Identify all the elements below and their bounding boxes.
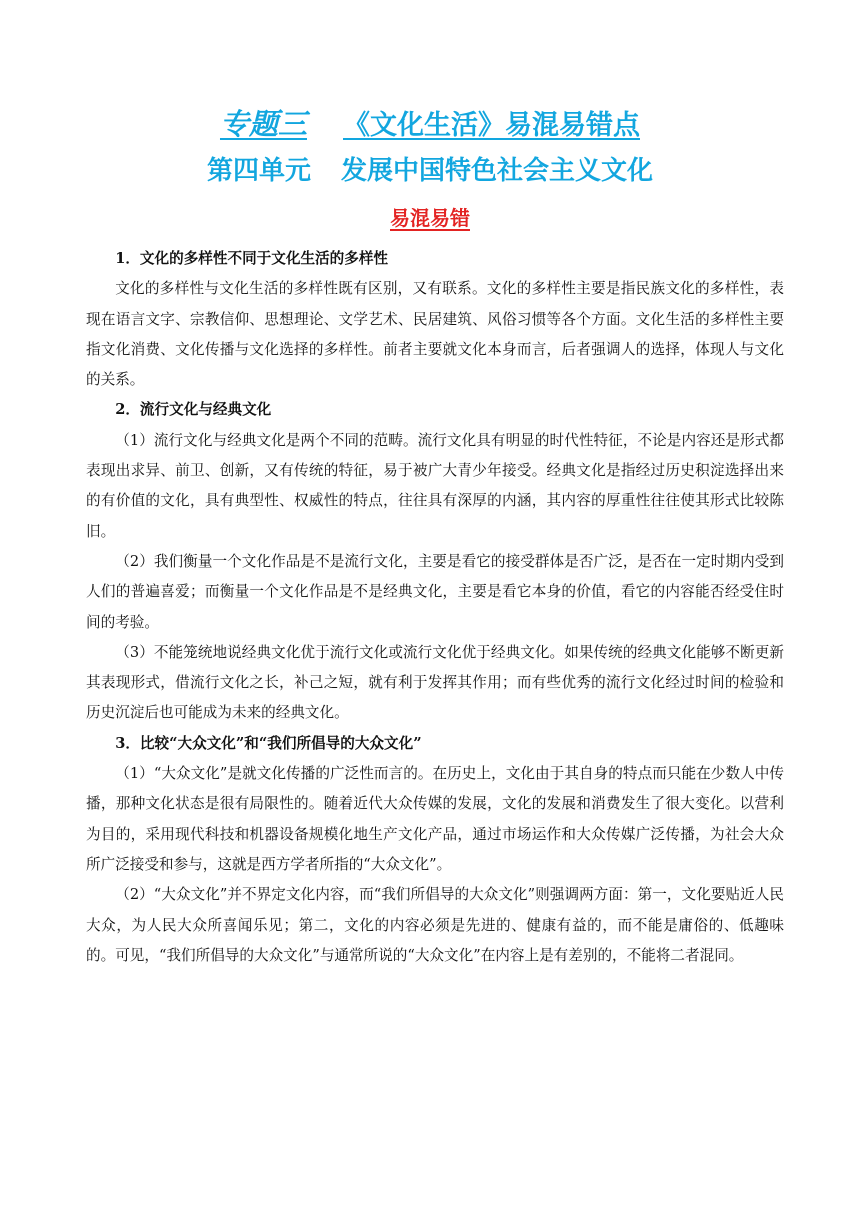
paragraph: （1）“大众文化”是就文化传播的广泛性而言的。在历史上，文化由于其自身的特点而只能在少数人中传播，那种文化状态是很有局限性的。随着近代大众传媒的发展，文化的发展和消费发生了很大变化。以营利为目的，采用现代科技和机器设备规模化地生产文化产品，通过市场运作和大众传媒广泛传播，为社会大众所广泛接受和参与，这就是西方学者所指的“大众文化”。 [86, 765, 784, 873]
paragraph: 文化的多样性与文化生活的多样性既有区别，又有联系。文化的多样性主要是指民族文化的多样性，表现在语言文字、宗教信仰、思想理论、文学艺术、民居建筑、风俗习惯等各个方面。文化生活的多样性主要指文化消费、文化传播与文化选择的多样性。前者主要就文化本身而言，后者强调人的选择，体现人与文化的关系。 [86, 280, 784, 389]
paragraph: （3）不能笼统地说经典文化优于流行文化或流行文化优于经典文化。如果传统的经典文化能够不断更新其表现形式，借流行文化之长，补己之短，就有利于发挥其作用；而有些优秀的流行文化经过时间的检验和历史沉淀后也可能成为未来的经典文化。 [86, 643, 784, 722]
section-label: 易混易错 [390, 206, 470, 230]
section-heading-2: 2．流行文化与经典文化 [115, 401, 272, 419]
section-heading-3: 3．比较“大众文化”和“我们所倡导的大众文化” [115, 734, 422, 752]
paragraph: （2）我们衡量一个文化作品是不是流行文化，主要是看它的接受群体是否广泛，是否在一定时期内受到人们的普遍喜爱；而衡量一个文化作品是不是经典文化，主要是看它本身的价值，看它的内容能否经受住时间的考验。 [86, 552, 784, 631]
topic-title: 《文化生活》易混易错点 [343, 110, 640, 141]
topic-number: 专题三 [219, 107, 307, 141]
section-heading-1: 1．文化的多样性不同于文化生活的多样性 [115, 250, 389, 267]
section-title [0, 202, 860, 234]
document-title [0, 104, 860, 146]
document-body [86, 244, 784, 971]
unit-name: 发展中国特色社会主义文化 [341, 156, 654, 186]
unit-number: 第四单元 [206, 156, 311, 186]
paragraph: （2）“大众文化”并不界定文化内容，而“我们所倡导的大众文化”则强调两方面：第一，文化要贴近人民大众，为人民大众所喜闻乐见；第二，文化的内容必须是先进的、健康有益的，而不能是庸俗的、低趣味的。可见，“我们所倡导的大众文化”与通常所说的“大众文化”在内容上是有差别的，不能将二者混同。 [86, 886, 784, 964]
unit-title [0, 152, 860, 190]
paragraph: （1）流行文化与经典文化是两个不同的范畴。流行文化具有明显的时代性特征，不论是内容还是形式都表现出求异、前卫、创新，又有传统的特征，易于被广大青少年接受。经典文化是指经过历史积淀选择出来的有价值的文化，具有典型性、权威性的特点，往往具有深厚的内涵，其内容的厚重性往往使其形式比较陈旧。 [86, 431, 784, 540]
